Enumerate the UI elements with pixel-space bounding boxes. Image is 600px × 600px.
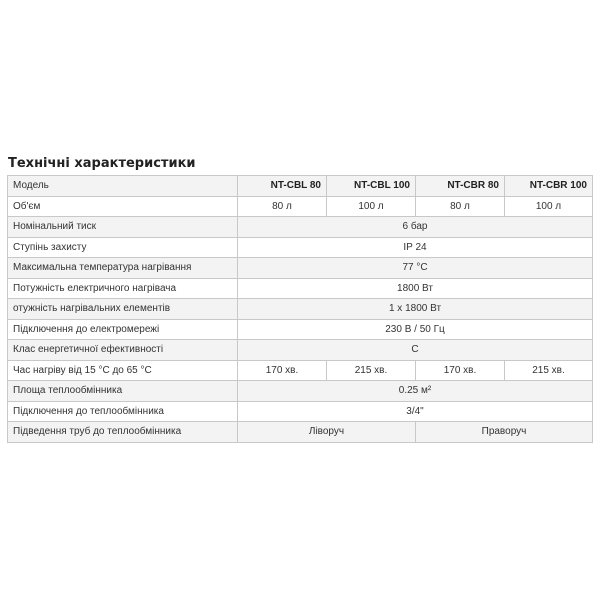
cell-value: 170 хв. [238, 360, 327, 381]
table-row [8, 401, 593, 422]
table-header-row [8, 176, 593, 197]
table-row [8, 299, 593, 320]
cell-value: 0.25 м² [238, 381, 593, 402]
table-row [8, 381, 593, 402]
table-row [8, 360, 593, 381]
row-label: Ступінь захисту [8, 237, 238, 258]
model-header: NT-CBR 80 [416, 176, 505, 197]
table-row [8, 258, 593, 279]
table-row [8, 237, 593, 258]
cell-value: C [238, 340, 593, 361]
table-row [8, 319, 593, 340]
model-header: NT-CBR 100 [505, 176, 593, 197]
row-label: Підведення труб до теплообмінника [8, 422, 238, 443]
table-row [8, 196, 593, 217]
cell-value: 1800 Вт [238, 278, 593, 299]
cell-value: 77 °C [238, 258, 593, 279]
cell-value: IP 24 [238, 237, 593, 258]
cell-value: 80 л [238, 196, 327, 217]
row-label: Потужність електричного нагрівача [8, 278, 238, 299]
row-label: Час нагріву від 15 °C до 65 °C [8, 360, 238, 381]
cell-value: 1 x 1800 Вт [238, 299, 593, 320]
cell-value: 215 хв. [327, 360, 416, 381]
model-header: NT-CBL 100 [327, 176, 416, 197]
row-label: Номінальний тиск [8, 217, 238, 238]
cell-value: 215 хв. [505, 360, 593, 381]
cell-value: 100 л [505, 196, 593, 217]
table-row [8, 422, 593, 443]
cell-value: 230 В / 50 Гц [238, 319, 593, 340]
row-label: Підключення до теплообмінника [8, 401, 238, 422]
row-label: Об'єм [8, 196, 238, 217]
row-label: отужність нагрівальних елементів [8, 299, 238, 320]
table-row [8, 278, 593, 299]
row-label: Клас енергетичної ефективності [8, 340, 238, 361]
section-title: Технічні характеристики [8, 156, 196, 171]
cell-value: 3/4" [238, 401, 593, 422]
row-label: Максимальна температура нагрівання [8, 258, 238, 279]
specs-table [7, 175, 593, 443]
cell-value: 170 хв. [416, 360, 505, 381]
table-row [8, 217, 593, 238]
header-label: Модель [8, 176, 238, 197]
cell-value: 6 бар [238, 217, 593, 238]
row-label: Площа теплообмінника [8, 381, 238, 402]
cell-value: Ліворуч [238, 422, 416, 443]
model-header: NT-CBL 80 [238, 176, 327, 197]
table-row [8, 340, 593, 361]
cell-value: 80 л [416, 196, 505, 217]
cell-value: Праворуч [416, 422, 593, 443]
cell-value: 100 л [327, 196, 416, 217]
row-label: Підключення до електромережі [8, 319, 238, 340]
